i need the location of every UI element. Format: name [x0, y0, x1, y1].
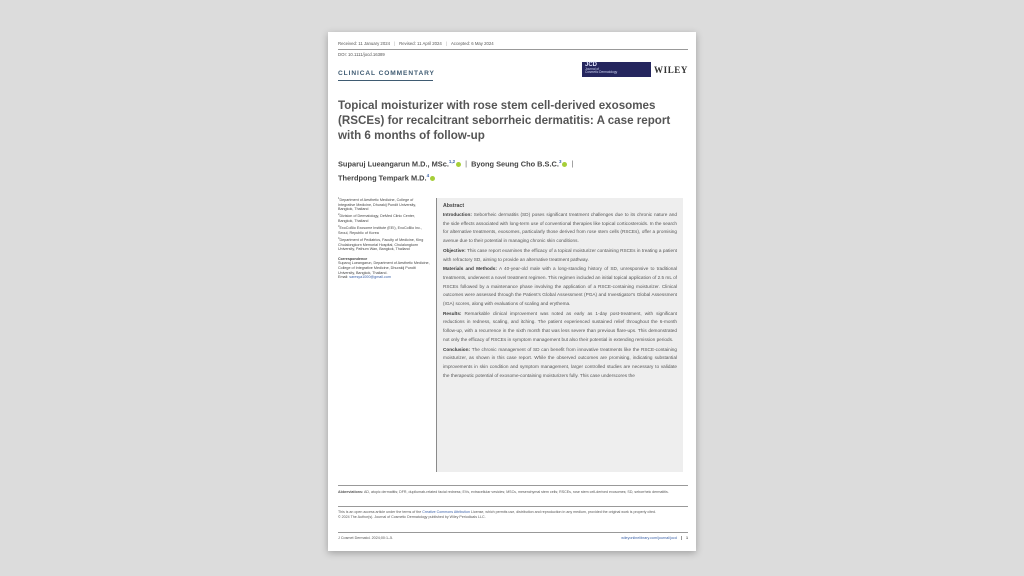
email-link[interactable]: saresya1000@gmail.com — [349, 275, 391, 280]
abstract-methods: Materials and Methods: A 40-year-old male with a long-standing history of SD, unresponsive to traditional treatments, underwent a novel treatment regimen. This regimen included an initial topical application of 2.5 mL of RSCEs followed by a maintenance phase involving the application of a RSCE-containing moisturizer. Clinical outcomes were assessed through the Patient's Global Assessment (PGA) and Investigator's Global Assessment (IGA) scores, along with evaluations of scaling and erythema. — [443, 266, 678, 307]
article-title: Topical moisturizer with rose stem cell-derived exosomes (RSCEs) for recalcitrant seborrheic dermatitis: A case report with 6 months of follow-up — [338, 99, 671, 142]
article-category: CLINICAL COMMENTARY — [338, 70, 435, 77]
footer-divider — [338, 532, 688, 533]
abstract-introduction: Introduction: Seborrheic dermatitis (SD) poses significant treatment challenges due to its chronic nature and the side effects associated with long-term use of conventional therapies like topical corticosteroids. In the search for alternative treatments, exosomes, particularly those derived from rose stem cells (RSCEs), offer a promising avenue due to their potential in managing chronic skin conditions. — [443, 212, 677, 244]
correspondence-email: Email: saresya1000@gmail.com — [338, 275, 391, 280]
license-link[interactable]: Creative Commons Attribution — [422, 510, 471, 514]
author-affiliation-sup: 1,2 — [448, 159, 456, 164]
abstract-results: Results: Remarkable clinical improvement was noted as early as 1-day post-treatment, with significant reductions in redness, scaling, and itching. The patient experienced sustained relief throughout the 6-month follow-up, with a recurrence in the sixth month that was less severe than previous flare-ups. This demonstrated not only the efficacy of RSCEs in symptom management but also their potential in extending remission periods. — [443, 310, 677, 342]
publisher-logo: WILEY — [654, 65, 689, 75]
abstract-heading: Abstract — [443, 203, 465, 209]
correspondence-text: Suparuj Lueangarun, Department of Aesthetic Medicine, College of Integrative Medicine, Dhurakij Pundit University, Bangkok, Thailand. — [338, 261, 430, 275]
abstract-conclusion: Conclusion: The chronic management of SD can benefit from innovative treatments like the RSCE-containing moisturizer, as shown in this case report. While the observed outcomes are promising, indicating substantial improvements in skin condition and symptom management, larger controlled studies are necessary to validate the therapeutic potential of exosome-containing moisturizers fully. This case underscores the — [443, 346, 677, 378]
abstract-objective: Objective: This case report examines the efficacy of a topical moisturizer containing RSCEs in treating a patient with refractory SD, aiming to provide an alternative treatment pathway. — [443, 247, 677, 262]
orcid-icon[interactable] — [430, 176, 435, 181]
journal-logo-line2: Cosmetic Dermatology — [585, 70, 618, 75]
journal-url-link[interactable]: wileyonlinelibrary.com/journal/jocd — [621, 536, 677, 540]
revised-date: Revised: 11 April 2024 — [399, 41, 442, 46]
received-date: Received: 11 January 2024 — [338, 41, 390, 46]
license-notice: This is an open access article under the terms of the Creative Commons Attribution License, which permits use, distribution and reproduction in any medium, provided the original work is properly cited. © 2024 The Author(s). Journal of Cosmetic Dermatology published by Wiley Periodicals LLC. — [338, 510, 657, 519]
page-footer — [338, 536, 688, 540]
paper-page — [328, 32, 696, 551]
author-name: Therdpong Tempark M.D. — [338, 173, 427, 183]
journal-logo-abbr: JCD — [585, 62, 598, 68]
orcid-icon[interactable] — [456, 162, 461, 167]
affiliation-item: $^4$Department of Pediatrics, Faculty of Medicine, King Chulalongkorn Memorial Hospital, Chulalongkorn University, Pathum Wan, Bangkok, Thailand — [338, 236, 424, 252]
author-name: Byong Seung Cho B.S.C. — [471, 159, 559, 169]
orcid-icon[interactable] — [562, 162, 567, 167]
category-underline — [338, 80, 433, 81]
accepted-date: Accepted: 6 May 2024 — [450, 41, 494, 46]
journal-logo — [582, 62, 651, 77]
doi: DOI: 10.1111/jocd.16389 — [338, 52, 385, 57]
affiliation-item: $^1$Department of Aesthetic Medicine, College of Integrative Medicine, Dhurakij Pundit University, Bangkok, Thailand — [338, 197, 417, 212]
affiliation-item: $^2$Division of Dermatology, DeMed Clinic Center, Bangkok, Thailand — [338, 213, 416, 224]
header-divider — [338, 49, 688, 50]
abbreviations-divider — [338, 485, 688, 486]
author-name: Suparuj Lueangarun M.D., MSc. — [338, 159, 449, 169]
affiliation-item: $^3$ExoCoBio Exosome Institute (EEI), ExoCoBio Inc., Seoul, Republic of Korea — [338, 225, 423, 235]
author-affiliation-sup: 4 — [426, 173, 430, 179]
article-dates: Received: 11 January 2024 | Revised: 11 April 2024 | Accepted: 6 May 2024 — [338, 41, 494, 46]
license-divider — [338, 506, 688, 507]
journal-citation: J Cosmet Dermatol. 2024;00:1–5. — [338, 536, 394, 540]
abbreviations: Abbreviations: AD, atopic dermatitis; DFR, dupilumab-related facial redness; EVs, extracellular vesicles; MSCs, mesenchymal stem cells; RSCEs, rose stem cell-derived exosomes; SD, seborrheic dermatitis. — [338, 490, 669, 494]
abstract-box — [436, 198, 683, 472]
affiliations-column — [338, 197, 431, 280]
copyright-line: © 2024 The Author(s). Journal of Cosmetic Dermatology published by Wiley Periodicals LLC. — [338, 514, 486, 519]
author-affiliation-sup: 3 — [558, 159, 562, 164]
correspondence-heading: Correspondence — [338, 256, 368, 261]
author-list: Suparuj Lueangarun M.D., MSc.$^{1,2}$ | Byong Seung Cho B.S.C.$^3$ | Therdpong Tempark M.D.$^4$ — [338, 159, 574, 183]
journal-logo-line1: Journal of — [585, 66, 599, 71]
page-number: 1 — [681, 536, 688, 540]
